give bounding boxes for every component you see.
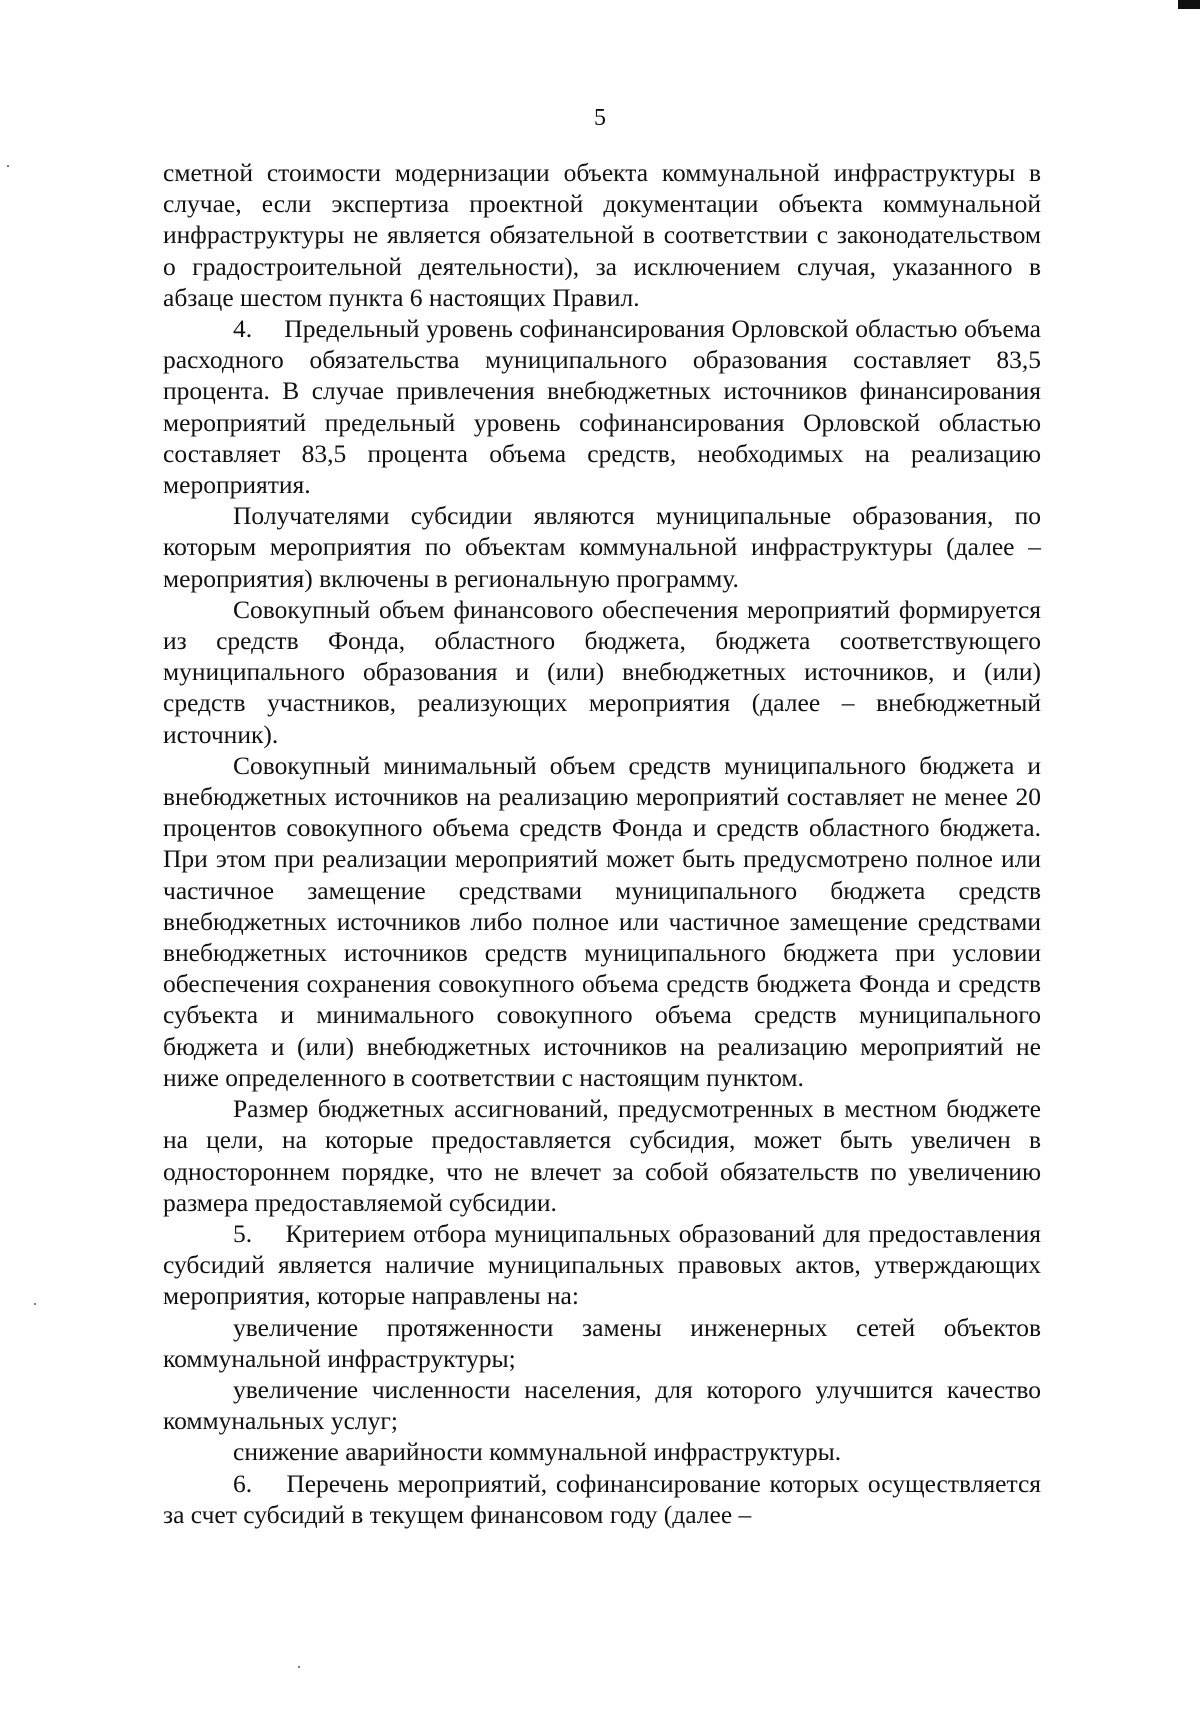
scan-speck	[298, 1666, 300, 1668]
paragraph-item-6: 6. Перечень мероприятий, софинансирование которых осуществляется за счет субсидий в текущем финансовом году (далее –	[163, 1468, 1041, 1529]
criterion-networks: увеличение протяженности замены инженерных сетей объектов коммунальной инфраструктуры;	[163, 1312, 1041, 1373]
scan-corner-mark	[1178, 0, 1200, 9]
document-body	[163, 157, 1041, 1530]
paragraph-item-4: 4. Предельный уровень софинансирования Орловской областью объема расходного обязательства муниципального образования составляет 83,5 процента. В случае привлечения внебюджетных источников финансирования мероприятий предельный уровень софинансирования Орловской областью составляет 83,5 процента объема средств, необходимых на реализацию мероприятия.	[163, 314, 1041, 500]
paragraph-budget-size: Размер бюджетных ассигнований, предусмотренных в местном бюджете на цели, на которые предоставляется субсидия, может быть увеличен в одностороннем порядке, что не влечет за собой обязательств по увеличению размера предоставляемой субсидии.	[163, 1094, 1041, 1217]
paragraph-item-5: 5. Критерием отбора муниципальных образований для предоставления субсидий является наличие муниципальных правовых актов, утверждающих мероприятия, которые направлены на:	[163, 1218, 1041, 1311]
scan-speck	[34, 1303, 36, 1305]
scan-speck	[7, 165, 9, 167]
page-number: 5	[594, 105, 606, 131]
paragraph-recipients: Получателями субсидии являются муниципальные образования, по которым мероприятия по объектам коммунальной инфраструктуры (далее – мероприятия) включены в региональную программу.	[163, 501, 1041, 593]
paragraph-continuation: сметной стоимости модернизации объекта коммунальной инфраструктуры в случае, если экспертиза проектной документации объекта коммунальной инфраструктуры не является обязательной в соответствии с законодательством о градостроительной деятельности), за исключением случая, указанного в абзаце шестом пункта 6 настоящих Правил.	[163, 158, 1041, 312]
paragraph-total-funding: Совокупный объем финансового обеспечения мероприятий формируется из средств Фонда, областного бюджета, бюджета соответствующего муниципального образования и (или) внебюджетных источников, и (или) средств участников, реализующих мероприятия (далее – внебюджетный источник).	[163, 594, 1041, 749]
criterion-population: увеличение численности населения, для которого улучшится качество коммунальных услуг;	[163, 1374, 1041, 1436]
criterion-accidents: снижение аварийности коммунальной инфраструктуры.	[233, 1437, 842, 1467]
paragraph-minimum-volume: Совокупный минимальный объем средств муниципального бюджета и внебюджетных источников на реализацию мероприятий составляет не менее 20 процентов совокупного объема средств Фонда и средств областного бюджета. При этом при реализации мероприятий может быть предусмотрено полное или частичное замещение средствами муниципального бюджета средств внебюджетных источников либо полное или частичное замещение средствами внебюджетных источников средств муниципального бюджета при условии обеспечения сохранения совокупного объема средств бюджета Фонда и средств субъекта и минимального совокупного объема средств муниципального бюджета и (или) внебюджетных источников на реализацию мероприятий не ниже определенного в соответствии с настоящим пунктом.	[163, 750, 1041, 1092]
